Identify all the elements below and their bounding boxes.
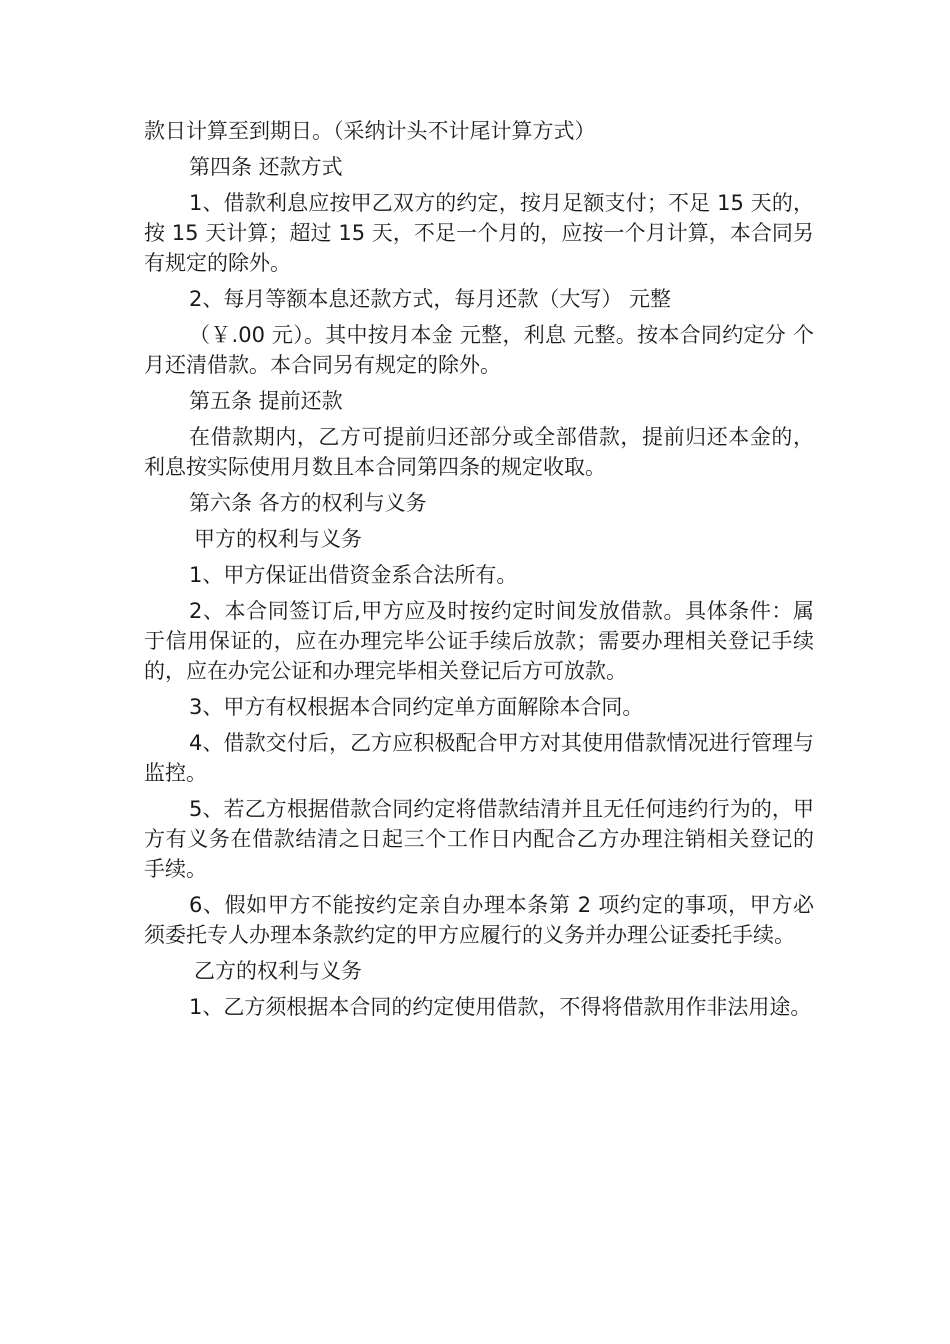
document-page [144, 116, 814, 1028]
article-5-body: 在借款期内，乙方可提前归还部分或全部借款，提前归还本金的，利息按实际使用月数且本合同第四条的规定收取。 [144, 425, 814, 479]
party-a-clause-5: 5、若乙方根据借款合同约定将借款结清并且无任何违约行为的，甲方有义务在借款结清之日起三个工作日内配合乙方办理注销相关登记的手续。 [144, 797, 814, 881]
article-6-heading: 第六条 各方的权利与义务 [189, 491, 427, 515]
article-4-clause-2: 2、每月等额本息还款方式，每月还款（大写） 元整 [189, 287, 672, 311]
paragraph-continuation: 款日计算至到期日。（采纳计头不计尾计算方式） [144, 119, 596, 143]
party-a-clause-4: 4、借款交付后，乙方应积极配合甲方对其使用借款情况进行管理与监控。 [144, 731, 814, 785]
party-a-subheading: 甲方的权利与义务 [194, 527, 362, 551]
party-a-clause-3: 3、甲方有权根据本合同约定单方面解除本合同。 [189, 695, 644, 719]
party-a-clause-2: 2、本合同签订后,甲方应及时按约定时间发放借款。具体条件：属于信用保证的，应在办理完毕公证手续后放款；需要办理相关登记手续的，应在办完公证和办理完毕相关登记后方可放款。 [144, 599, 814, 683]
party-b-subheading: 乙方的权利与义务 [194, 959, 362, 983]
party-b-clause-1: 1、乙方须根据本合同的约定使用借款，不得将借款用作非法用途。 [189, 995, 812, 1019]
party-a-clause-6: 6、假如甲方不能按约定亲自办理本条第 2 项约定的事项，甲方必须委托专人办理本条款约定的甲方应履行的义务并办理公证委托手续。 [144, 893, 814, 947]
article-4-heading: 第四条 还款方式 [189, 155, 343, 179]
party-a-clause-1: 1、甲方保证出借资金系合法所有。 [189, 563, 518, 587]
article-5-heading: 第五条 提前还款 [189, 389, 343, 413]
article-4-clause-2-amounts: （￥.00 元）。其中按月本金 元整，利息 元整。按本合同约定分 个月还清借款。本合同另有规定的除外。 [144, 323, 814, 377]
article-4-clause-1: 1、借款利息应按甲乙双方的约定，按月足额支付；不足 15 天的，按 15 天计算；超过 15 天，不足一个月的，应按一个月计算，本合同另有规定的除外。 [144, 191, 814, 275]
